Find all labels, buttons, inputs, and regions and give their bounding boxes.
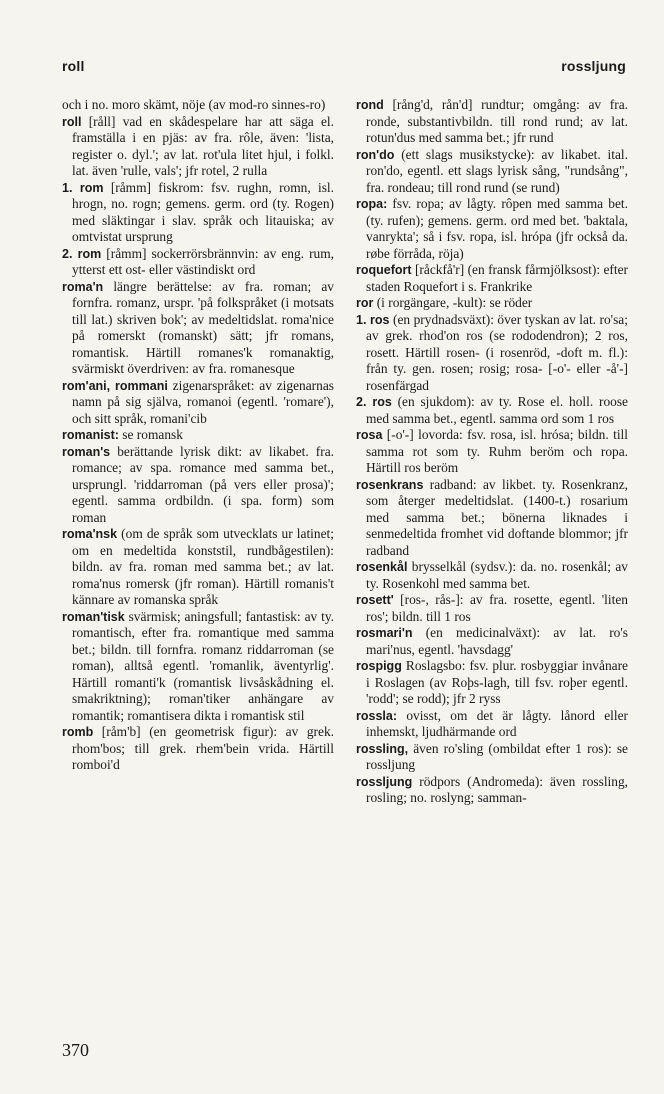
running-head-right: rossljung xyxy=(561,58,626,74)
headword: rosett' xyxy=(356,593,394,607)
headword: ron'do xyxy=(356,147,395,162)
entry-text: (ett slags musikstycke): av likabet. ital. ron'do, egentl. ett slags lyrisk sång, "rundsång", fra. rondeau; till rond rund (se rund) xyxy=(366,146,628,195)
dictionary-entry xyxy=(356,295,628,312)
dictionary-entry xyxy=(356,625,628,658)
entry-text: [råmm] sockerrörsbrännvin: av eng. rum, ytterst ett ost- eller västindiskt ord xyxy=(72,245,334,277)
headword: 2. rom xyxy=(62,246,102,261)
entry-text: [råll] vad en skådespelare har att säga el. framställa i en pjäs: av fra. rôle, även: 'lista, register o. dyl.'; av lat. rot'ula litet hjul, i folkl. lat. även 'rulle, vals'; jfr rotel, 2 rulla xyxy=(72,113,334,178)
headword: roman'tisk xyxy=(62,609,125,624)
dictionary-entry xyxy=(62,444,334,527)
left-column xyxy=(62,97,334,774)
dictionary-entry xyxy=(62,114,334,180)
headword: rosmari'n xyxy=(356,626,413,640)
dictionary-entry xyxy=(62,246,334,279)
entry-text: berättande lyrisk dikt: av likabet. fra. romance; av spa. romance med samma bet., ursprungl. 'riddarroman (på vers eller prosa)'; egentl. samma ordbildn. (i spa. form) som roman xyxy=(72,443,334,525)
headword: romanist: xyxy=(62,428,119,442)
dictionary-entry xyxy=(62,427,334,444)
dictionary-entry xyxy=(356,658,628,708)
headword: romb xyxy=(62,725,94,739)
headword: ror xyxy=(356,296,374,310)
dictionary-entry xyxy=(356,97,628,147)
dictionary-entry xyxy=(62,724,334,774)
entry-text: (en medicinalväxt): av lat. ro's mari'nus, egentl. 'havsdagg' xyxy=(366,625,628,657)
entry-text: längre berättelse: av fra. roman; av fornfra. romanz, urspr. 'på folkspråket (i motsats till lat.) skriven bok'; av medeltidslat. roma'nice på romerskt (romanskt) sätt; jfr romans, romantisk. Härtill romanes'k romanaktig, svärmiskt överdriven: av fra. romanesque xyxy=(72,278,334,376)
headword: rom'ani, rommani xyxy=(62,378,168,393)
entry-text: och i no. moro skämt, nöje (av mod-ro sinnes-ro) xyxy=(62,97,326,112)
entry-text: [ros-, rås-]: av fra. rosette, egentl. 'liten ros'; bildn. till 1 ros xyxy=(366,592,628,624)
headword: roma'nsk xyxy=(62,527,118,541)
headword: rossljung xyxy=(356,774,413,789)
dictionary-entry xyxy=(62,279,334,378)
dictionary-entry xyxy=(62,609,334,725)
entry-text: brysselkål (sydsv.): da. no. rosenkål; av ty. Rosenkohl med samma bet. xyxy=(366,559,628,591)
dictionary-entry xyxy=(62,378,334,428)
headword: rosenkrans xyxy=(356,477,424,492)
entry-text: radband: av likbet. ty. Rosenkranz, som återger medeltidslat. (1400-t.) rosarium med samma bet.; bönerna liknades i senmedeltida fromhet vid doftande blommor; jfr radband xyxy=(366,476,628,558)
entry-text: fsv. ropa; av lågty. rôpen med samma bet. (ty. rufen); gemens. germ. ord med bet. 'baktala, vanrykta'; så i fsv. ropa, isl. hrópa (jfr också da. røbe förråda, röja) xyxy=(366,196,628,261)
entry-text: zigenarspråket: av zigenarnas namn på sig själva, romanoi (egentl. 'romare'), och sitt språk, romani'cib xyxy=(72,377,334,426)
entry-text: (i rorgängare, -kult): se röder xyxy=(373,295,533,310)
headword: roquefort xyxy=(356,263,412,277)
right-column xyxy=(356,97,628,807)
headword: 2. ros xyxy=(356,395,392,409)
dictionary-entry xyxy=(356,394,628,427)
dictionary-entry xyxy=(356,708,628,741)
entry-text: [-o'-] lovorda: fsv. rosa, isl. hrósa; bildn. till samma rot som ty. Ruhm beröm och ropa. Härtill ros beröm xyxy=(366,427,628,475)
headword: 1. ros xyxy=(356,312,390,327)
entry-text: [råmm] fiskrom: fsv. rughn, romn, isl. hrogn, no. rogn; gemens. germ. ord (ty. Rogen) med släktingar i slav. språk och litauiska; av omtvistat ursprung xyxy=(72,179,334,244)
entry-text: ovisst, om det är lågty. lånord eller inhemskt, ljudhärmande ord xyxy=(366,707,628,739)
entry-text: se romansk xyxy=(118,427,183,442)
dictionary-entry xyxy=(62,97,334,114)
headword: ropa: xyxy=(356,197,388,211)
page-number: 370 xyxy=(62,1040,89,1060)
headword: rosenkål xyxy=(356,560,408,574)
dictionary-entry xyxy=(356,196,628,262)
running-head-left: roll xyxy=(62,58,85,74)
headword: rosa xyxy=(356,428,383,442)
headword: roll xyxy=(62,114,82,129)
entry-text: svärmisk; aningsfull; fantastisk: av ty. romantisch, efter fra. romantique med samma bet.; bildn. till fornfra. romanz riddarroman (se roman), alltså egentl. 'romanlik, äventyrlig'. Härtill romanti'k (romantisk livsåskådning el. smakriktning); roman'tiker anhängare av romantik; romantisera dikta i romantisk stil xyxy=(72,608,334,723)
headword: rossling, xyxy=(356,741,409,756)
headword: rond xyxy=(356,98,384,112)
headword: 1. rom xyxy=(62,180,104,195)
dictionary-entry xyxy=(356,427,628,477)
entry-text: (en sjukdom): av ty. Rose el. holl. roose med samma bet., egentl. samma ord som 1 ros xyxy=(366,394,628,426)
entry-text: [rång'd, rån'd] rundtur; omgång: av fra. ronde, substantivbildn. till rond rund; av lat. rotun'dus med samma bet.; jfr rund xyxy=(366,97,628,145)
headword: roma'n xyxy=(62,279,104,294)
entry-text: (en prydnadsväxt): över tyskan av lat. ro'sa; av grek. rhod'on ros (se rododendron); 2 ros, rosett. Härtill rosen- (i rosenröd, -doft m. fl.): från ty. gen. rosen; rosig; rosa- [-o'- eller -å'-] rosenfärgad xyxy=(366,311,628,393)
entry-text: rödpors (Andromeda): även rossling, rosling; no. roslyng; samman- xyxy=(366,773,628,805)
dictionary-entry xyxy=(356,741,628,774)
entry-text: [råckfå'r] (en fransk fårmjölksost): efter staden Roquefort i s. Frankrike xyxy=(366,262,628,294)
headword: rossla: xyxy=(356,708,397,723)
dictionary-entry xyxy=(62,526,334,609)
dictionary-entry xyxy=(356,559,628,592)
dictionary-entry xyxy=(356,312,628,395)
dictionary-entry xyxy=(356,592,628,625)
headword: rospigg xyxy=(356,659,402,673)
entry-text: (om de språk som utvecklats ur latinet; om en medeltida konststil, rundbågestilen): bildn. av fra. roman med samma bet.; av lat. roma'nus romersk (jfr roman). Härtill romanis't kännare av romanska språk xyxy=(72,526,334,607)
dictionary-entry xyxy=(356,147,628,197)
dictionary-entry xyxy=(62,180,334,246)
entry-text: Roslagsbo: fsv. plur. rosbyggiar invånare i Roslagen (av Roþs-lagh, till fsv. roþer egentl. 'rodd'; se rodd); jfr 2 ryss xyxy=(366,658,628,706)
dictionary-entry xyxy=(356,262,628,295)
entry-text: även ro'sling (ombildat efter 1 ros): se rossljung xyxy=(366,740,628,772)
dictionary-entry xyxy=(356,477,628,560)
dictionary-entry xyxy=(356,774,628,807)
headword: roman's xyxy=(62,444,111,459)
entry-text: [råm'b] (en geometrisk figur): av grek. rhom'bos; till grek. rhem'bein vrida. Härtill romboi'd xyxy=(72,724,334,772)
